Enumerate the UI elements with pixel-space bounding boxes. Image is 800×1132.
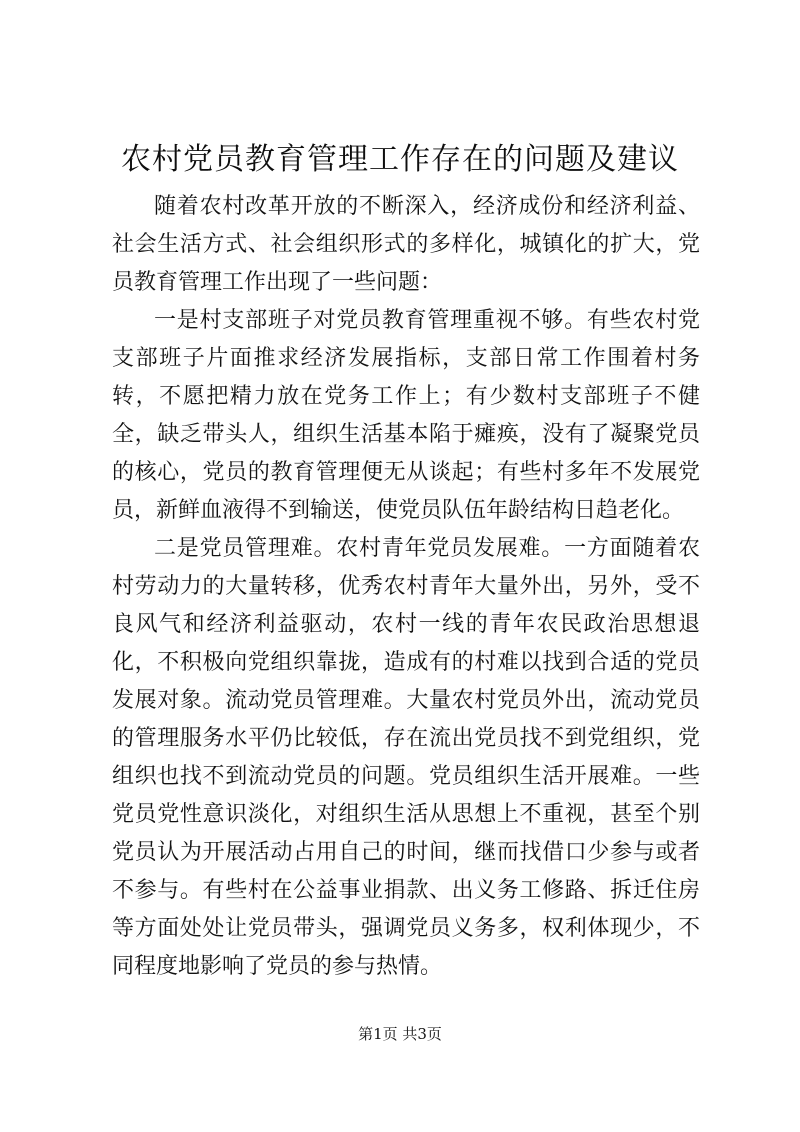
paragraph-point-two: 二是党员管理难。农村青年党员发展难。一方面随着农村劳动力的大量转移，优秀农村青年大量外出，另外，受不良风气和经济利益驱动，农村一线的青年农民政治思想退化，不积极向党组织靠拢，造成有的村难以找到合适的党员发展对象。流动党员管理难。大量农村党员外出，流动党员的管理服务水平仍比较低，存在流出党员找不到党组织，党组织也找不到流动党员的问题。党员组织生活开展难。一些党员党性意识淡化，对组织生活从思想上不重视，甚至个别党员认为开展活动占用自己的时间，继而找借口少参与或者不参与。有些村在公益事业捐款、出义务工修路、拆迁住房等方面处处让党员带头，强调党员义务多，权利体现少，不同程度地影响了党员的参与热情。 <box>112 536 700 979</box>
document-title: 农村党员教育管理工作存在的问题及建议 <box>121 142 679 177</box>
paragraph-point-one: 一是村支部班子对党员教育管理重视不够。有些农村党支部班子片面推求经济发展指标，支部日常工作围着村务转，不愿把精力放在党务工作上；有少数村支部班子不健全，缺乏带头人，组织生活基本陷于瘫痪，没有了凝聚党员的核心，党员的教育管理便无从谈起；有些村多年不发展党员，新鲜血液得不到输送，使党员队伍年龄结构日趋老化。 <box>112 308 700 523</box>
paragraph-intro: 随着农村改革开放的不断深入，经济成份和经济利益、社会生活方式、社会组织形式的多样化，城镇化的扩大，党员教育管理工作出现了一些问题： <box>112 194 700 295</box>
document-body <box>112 188 700 986</box>
page-number-footer: 第1页 共3页 <box>358 1025 442 1043</box>
